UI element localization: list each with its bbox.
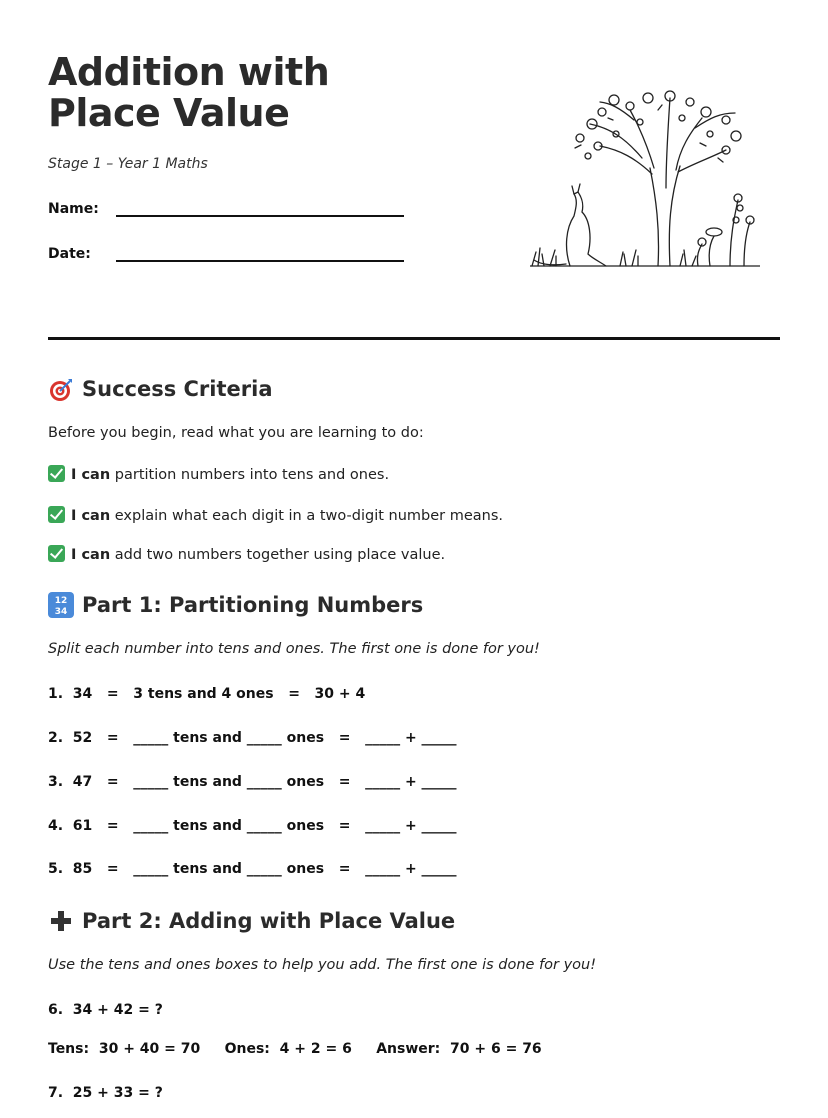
part2-instructions: Use the tens and ones boxes to help you add. The first one is done for you! (48, 957, 597, 973)
criteria-text: explain what each digit in a two-digit number means. (110, 508, 504, 524)
numbers-1234-icon (48, 592, 74, 618)
question-row: 1. 34 = 3 tens and 4 ones = 30 + 4 (48, 686, 366, 702)
criteria-lead: I can (71, 467, 111, 483)
question-row: 6. 34 + 42 = ? (48, 1002, 163, 1018)
plus-icon (48, 908, 74, 934)
name-label: Name: (48, 201, 99, 217)
part2-heading (48, 908, 455, 934)
question-row: 7. 25 + 33 = ? (48, 1085, 163, 1101)
check-icon (48, 545, 65, 562)
success-criteria-heading (48, 376, 273, 402)
criteria-item (48, 545, 445, 563)
part1-instructions: Split each number into tens and ones. The first one is done for you! (48, 641, 540, 657)
success-intro: Before you begin, read what you are learning to do: (48, 425, 424, 441)
criteria-item (48, 465, 389, 483)
criteria-item (48, 506, 503, 524)
criteria-lead: I can (71, 508, 111, 524)
question-row[interactable]: 2. 52 = _____ tens and _____ ones = _____ + _____ (48, 730, 457, 746)
svg-text:34: 34 (54, 607, 68, 617)
name-line[interactable] (116, 215, 404, 217)
question-row[interactable]: 5. 85 = _____ tens and _____ ones = _____ + _____ (48, 861, 457, 877)
part2-title: Part 2: Adding with Place Value (82, 909, 456, 933)
svg-text:12: 12 (54, 596, 68, 606)
target-dart-icon (48, 376, 74, 402)
date-field[interactable] (48, 246, 91, 262)
question-row[interactable]: 3. 47 = _____ tens and _____ ones = _____ + _____ (48, 774, 457, 790)
page-title: Addition with Place Value (48, 50, 330, 135)
check-icon (48, 465, 65, 482)
criteria-text: add two numbers together using place value. (110, 547, 446, 563)
date-line[interactable] (116, 260, 404, 262)
page-subtitle: Stage 1 – Year 1 Maths (48, 156, 208, 172)
criteria-lead: I can (71, 547, 111, 563)
check-icon (48, 506, 65, 523)
divider (48, 337, 780, 340)
part1-title: Part 1: Partitioning Numbers (82, 593, 424, 617)
worked-example-row: Tens: 30 + 40 = 70 Ones: 4 + 2 = 6 Answer: 70 + 6 = 76 (48, 1041, 542, 1057)
criteria-text: partition numbers into tens and ones. (110, 467, 390, 483)
success-criteria-title: Success Criteria (82, 377, 273, 401)
date-label: Date: (48, 246, 91, 262)
tree-illustration-icon (530, 88, 760, 270)
question-row[interactable]: 4. 61 = _____ tens and _____ ones = _____ + _____ (48, 818, 457, 834)
part1-heading (48, 592, 423, 618)
name-field[interactable] (48, 201, 99, 217)
